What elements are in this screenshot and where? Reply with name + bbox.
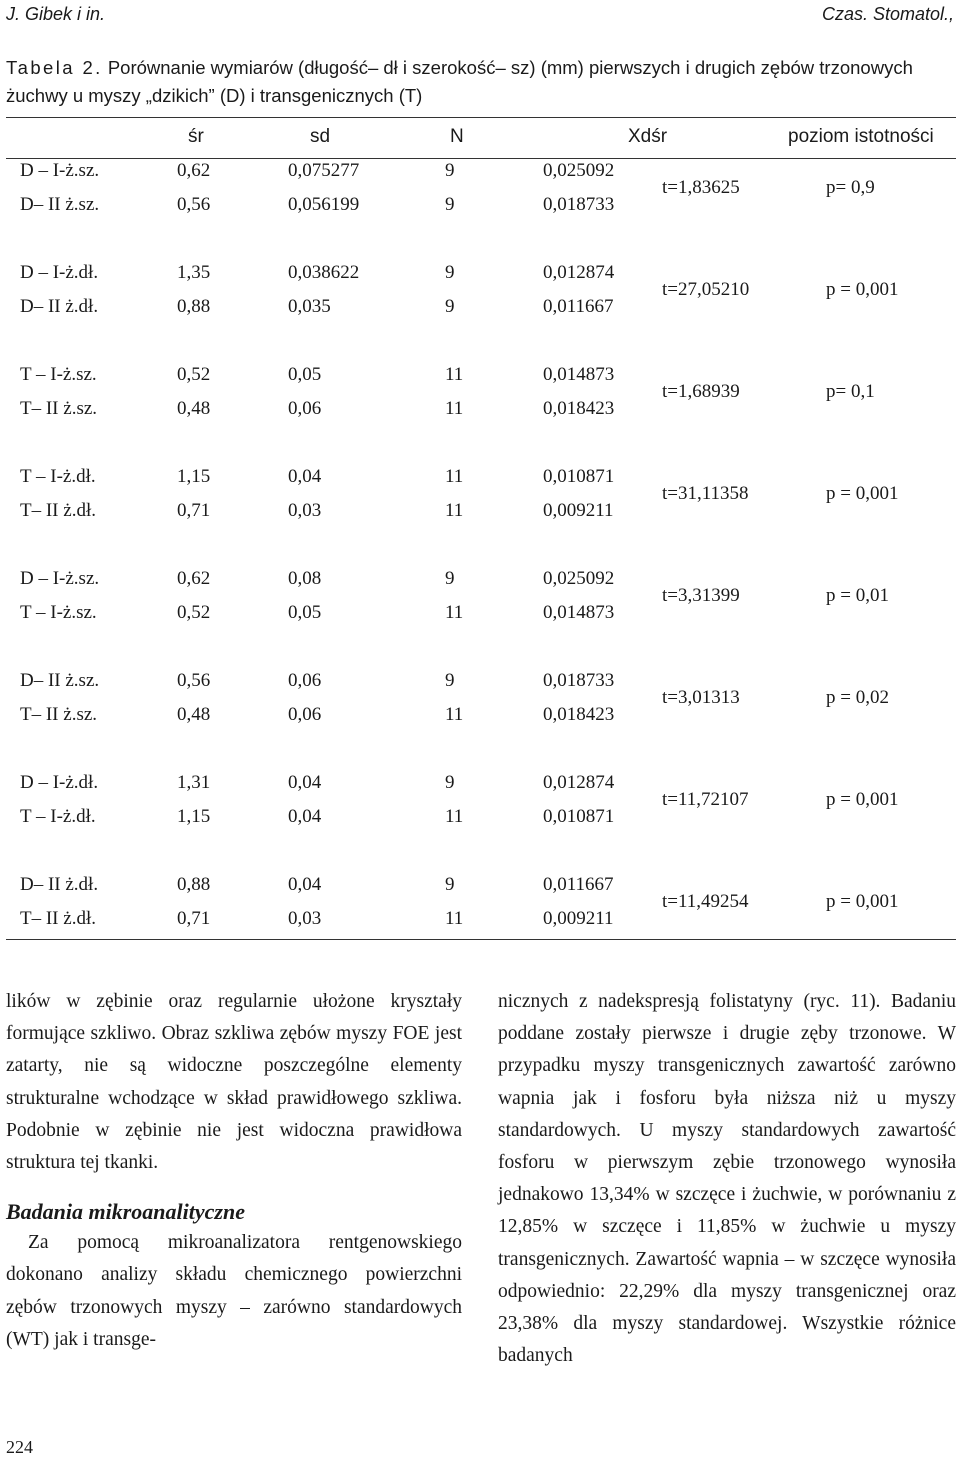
cell-t-statistic: t=3,31399 xyxy=(662,585,740,606)
cell-mean: 0,52 xyxy=(177,364,211,385)
cell-xdsr: 0,025092 xyxy=(543,568,615,589)
cell-p-value: p = 0,02 xyxy=(826,687,889,708)
cell-n: 11 xyxy=(445,908,464,929)
col-header-mean: śr xyxy=(188,126,204,147)
cell-t-statistic: t=31,11358 xyxy=(662,483,749,504)
cell-mean: 0,71 xyxy=(177,908,211,929)
cell-t-statistic: t=1,83625 xyxy=(662,177,740,198)
cell-n: 9 xyxy=(445,296,455,317)
cell-p-value: p = 0,001 xyxy=(826,483,899,504)
cell-sd: 0,03 xyxy=(288,500,322,521)
cell-sd: 0,04 xyxy=(288,466,322,487)
cell-xdsr: 0,014873 xyxy=(543,364,615,385)
row-label: D– II ż.dł. xyxy=(20,874,99,895)
cell-xdsr: 0,009211 xyxy=(543,908,614,929)
cell-xdsr: 0,012874 xyxy=(543,262,615,283)
cell-p-value: p = 0,01 xyxy=(826,585,889,606)
cell-p-value: p= 0,1 xyxy=(826,381,875,402)
cell-sd: 0,05 xyxy=(288,602,322,623)
cell-mean: 0,62 xyxy=(177,568,211,589)
cell-xdsr: 0,010871 xyxy=(543,466,615,487)
cell-mean: 0,71 xyxy=(177,500,211,521)
cell-sd: 0,038622 xyxy=(288,262,360,283)
paragraph: lików w zębinie oraz regularnie ułożone kryształy formujące szkliwo. Obraz szkliwa zębów myszy FOE jest zatarty, nie są widoczne poszczególne elementy strukturalne wchodzące w skład prawidłowego szkliwa. Podobnie w zębinie nie jest widoczna prawidłowa struktura tej tkanki. xyxy=(6,991,462,1174)
cell-n: 11 xyxy=(445,806,464,827)
data-table xyxy=(6,118,956,929)
table-caption-text: Porównanie wymiarów (długość– dł i szerokość– sz) (mm) pierwszych i drugich zębów trzonowych żuchwy u myszy „dzikich” (D) i transgenicznych (T) xyxy=(6,57,913,106)
cell-t-statistic: t=1,68939 xyxy=(662,381,740,402)
cell-xdsr: 0,018423 xyxy=(543,704,615,725)
cell-sd: 0,035 xyxy=(288,296,331,317)
cell-n: 9 xyxy=(445,262,455,283)
col-header-sd: sd xyxy=(310,126,331,147)
cell-p-value: p = 0,001 xyxy=(826,789,899,810)
row-label: D – I-ż.sz. xyxy=(20,160,100,181)
cell-n: 9 xyxy=(445,772,455,793)
cell-xdsr: 0,012874 xyxy=(543,772,615,793)
row-label: T – I-ż.dł. xyxy=(20,806,96,827)
cell-t-statistic: t=11,49254 xyxy=(662,891,749,912)
cell-mean: 0,52 xyxy=(177,602,211,623)
cell-sd: 0,075277 xyxy=(288,160,360,181)
cell-sd: 0,04 xyxy=(288,874,322,895)
cell-t-statistic: t=11,72107 xyxy=(662,789,749,810)
cell-n: 11 xyxy=(445,602,464,623)
paragraph: nicznych z nadekspresją folistatyny (ryc. 11). Badaniu poddane zostały pierwsze i drugie zęby trzonowe. W przypadku myszy transgenicznych zawartość zarówno wapnia jak i fosforu była niższa niż u myszy standardowych. U myszy standardowych zawartość fosforu w pierwszym zębie trzonowego wynosiła jednakowo 13,34% w szczęce i żuchwie, w porównaniu z 12,85% w szczęce i 11,85% w żuchwie u myszy transgenicznych. Zawartość wapnia – w szczęce wynosiła odpowiednio: 22,29% dla myszy transgenicznej oraz 23,38% dla myszy standardowej. Wszystkie różnice badanych xyxy=(498,991,956,1367)
cell-mean: 0,56 xyxy=(177,194,211,215)
row-label: T – I-ż.sz. xyxy=(20,602,97,623)
col-header-xdsr: Xdśr xyxy=(628,126,668,147)
cell-n: 11 xyxy=(445,398,464,419)
cell-n: 11 xyxy=(445,704,464,725)
cell-mean: 0,62 xyxy=(177,160,211,181)
body-column-left xyxy=(6,986,462,1356)
cell-p-value: p= 0,9 xyxy=(826,177,875,198)
cell-p-value: p = 0,001 xyxy=(826,891,899,912)
row-label: T– II ż.sz. xyxy=(20,398,98,419)
cell-sd: 0,06 xyxy=(288,670,322,691)
cell-t-statistic: t=3,01313 xyxy=(662,687,740,708)
table-bottom-rule xyxy=(6,939,956,940)
page-number: 224 xyxy=(6,1437,33,1457)
table-caption xyxy=(6,54,956,110)
table-header xyxy=(6,118,956,158)
cell-mean: 1,35 xyxy=(177,262,211,283)
section-title: Badania mikroanalityczne xyxy=(6,1199,245,1225)
row-label: D– II ż.sz. xyxy=(20,194,100,215)
cell-sd: 0,05 xyxy=(288,364,322,385)
cell-n: 11 xyxy=(445,364,464,385)
cell-mean: 1,15 xyxy=(177,806,211,827)
row-label: D – I-ż.sz. xyxy=(20,568,100,589)
cell-xdsr: 0,009211 xyxy=(543,500,614,521)
col-header-n: N xyxy=(450,126,464,147)
cell-n: 9 xyxy=(445,874,455,895)
cell-xdsr: 0,018423 xyxy=(543,398,615,419)
cell-sd: 0,04 xyxy=(288,806,322,827)
row-label: T– II ż.dł. xyxy=(20,500,96,521)
cell-mean: 0,88 xyxy=(177,874,211,895)
cell-n: 9 xyxy=(445,568,455,589)
running-head-journal: Czas. Stomatol., xyxy=(821,4,954,24)
cell-n: 11 xyxy=(445,466,464,487)
row-label: T – I-ż.sz. xyxy=(20,364,97,385)
cell-mean: 1,15 xyxy=(177,466,211,487)
cell-xdsr: 0,011667 xyxy=(543,874,614,895)
cell-xdsr: 0,014873 xyxy=(543,602,615,623)
body-column-right xyxy=(498,986,956,1372)
cell-mean: 0,48 xyxy=(177,398,211,419)
paragraph: Za pomocą mikroanalizatora rentgenowskiego dokonano analizy składu chemicznego powierzchni zębów trzonowych myszy – zarówno standardowych (WT) jak i transge- xyxy=(6,1232,462,1350)
cell-sd: 0,056199 xyxy=(288,194,360,215)
table-caption-label: Tabela 2. xyxy=(6,57,103,78)
row-label: T – I-ż.dł. xyxy=(20,466,96,487)
cell-sd: 0,06 xyxy=(288,704,322,725)
cell-n: 9 xyxy=(445,194,455,215)
row-label: D – I-ż.dł. xyxy=(20,772,99,793)
cell-mean: 0,88 xyxy=(177,296,211,317)
cell-n: 11 xyxy=(445,500,464,521)
cell-sd: 0,08 xyxy=(288,568,322,589)
cell-mean: 0,56 xyxy=(177,670,211,691)
cell-p-value: p = 0,001 xyxy=(826,279,899,300)
cell-xdsr: 0,011667 xyxy=(543,296,614,317)
row-label: T– II ż.dł. xyxy=(20,908,96,929)
cell-n: 9 xyxy=(445,160,455,181)
cell-sd: 0,04 xyxy=(288,772,322,793)
cell-n: 9 xyxy=(445,670,455,691)
cell-mean: 1,31 xyxy=(177,772,211,793)
col-header-significance: poziom istotności xyxy=(788,126,934,147)
cell-xdsr: 0,025092 xyxy=(543,160,615,181)
cell-xdsr: 0,010871 xyxy=(543,806,615,827)
table-header-rule xyxy=(6,158,956,159)
cell-sd: 0,03 xyxy=(288,908,322,929)
running-head-author: J. Gibek i in. xyxy=(6,4,106,24)
cell-xdsr: 0,018733 xyxy=(543,194,615,215)
row-label: D – I-ż.dł. xyxy=(20,262,99,283)
running-head xyxy=(6,4,954,26)
cell-t-statistic: t=27,05210 xyxy=(662,279,750,300)
row-label: D– II ż.sz. xyxy=(20,670,100,691)
row-label: D– II ż.dł. xyxy=(20,296,99,317)
cell-mean: 0,48 xyxy=(177,704,211,725)
cell-xdsr: 0,018733 xyxy=(543,670,615,691)
cell-sd: 0,06 xyxy=(288,398,322,419)
row-label: T– II ż.sz. xyxy=(20,704,98,725)
